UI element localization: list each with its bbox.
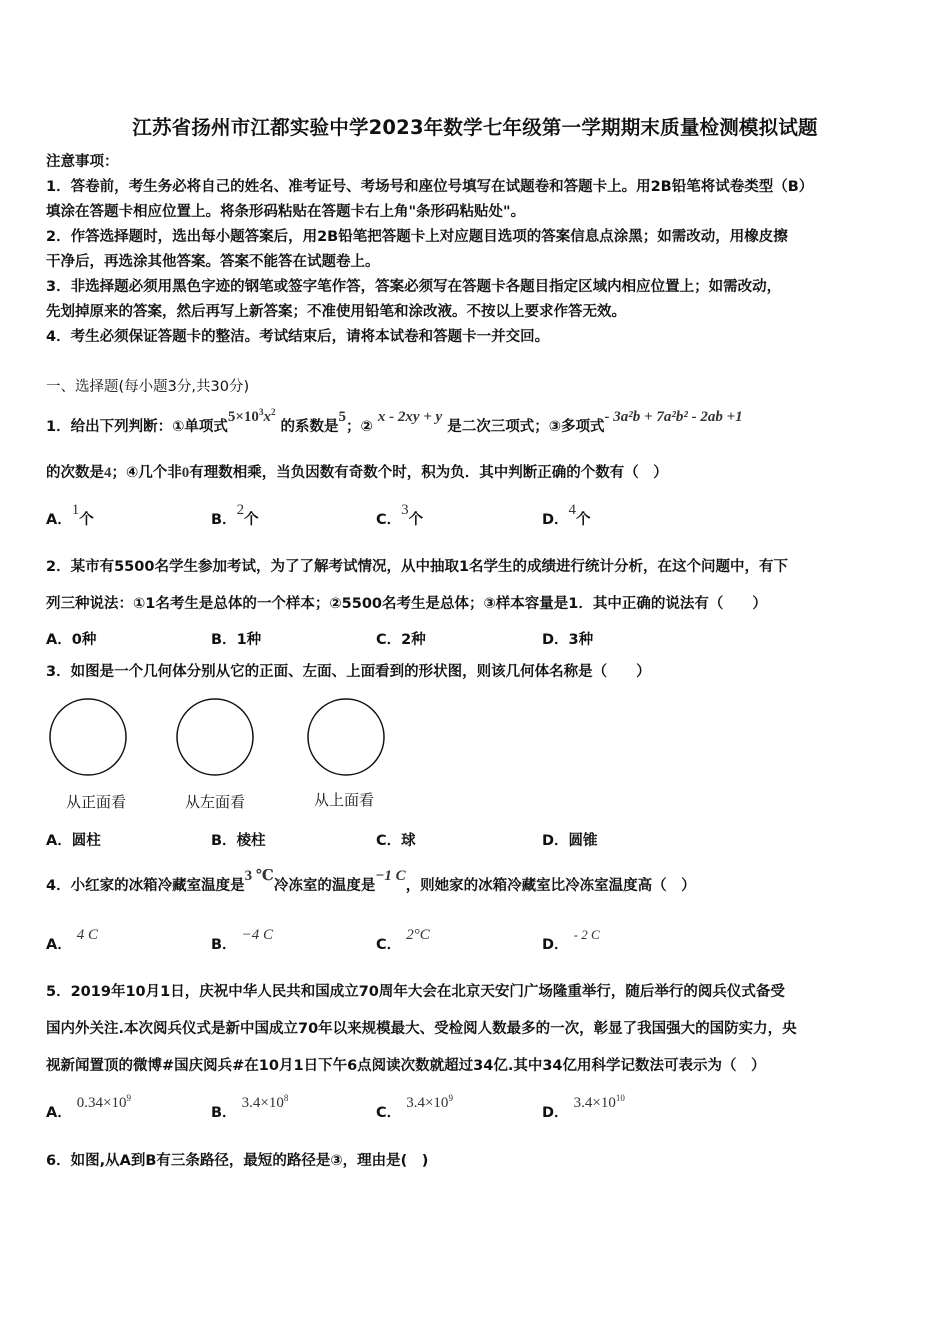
option-label: A． [46, 937, 72, 953]
q1-monomial-var-exp: 2 [270, 407, 276, 417]
q4-freezer-temp: −1 C [375, 868, 406, 884]
q5-option-b[interactable] [211, 1093, 289, 1122]
q1-math: 4 [104, 465, 112, 481]
option-label: C． [376, 937, 402, 953]
option-label: B． [211, 1105, 237, 1121]
option-value: 4 [568, 502, 577, 518]
option-label: C． [376, 1105, 402, 1121]
option-label: B． [211, 632, 237, 648]
question-5-line-1: 5．2019年10月1日，庆祝中华人民共和国成立70周年大会在北京天安门广场隆重举行，随后举行的阅兵仪式备受 [46, 984, 785, 1000]
question-4-line-1 [46, 868, 696, 896]
notice-line: 4．考生必须保证答题卡的整洁。考试结束后，请将本试卷和答题卡一并交回。 [46, 329, 550, 345]
left-view-circle [177, 699, 253, 775]
option-label: B． [211, 937, 237, 953]
top-view-circle [308, 699, 384, 775]
q5-option-c[interactable] [376, 1093, 453, 1122]
option-unit: 个 [408, 512, 424, 528]
section-heading: 一、选择题(每小题3分,共30分) [46, 379, 250, 395]
option-unit: 个 [79, 512, 94, 528]
question-5-line-2: 国内外关注.本次阅兵仪式是新中国成立70年以来规模最大、受检阅人数最多的一次，彰显了我国强大的国防实力，央 [46, 1021, 797, 1037]
option-label: D． [542, 1105, 569, 1121]
option-label: C． [376, 632, 402, 648]
option-value: 棱柱 [236, 833, 266, 849]
option-exp: 9 [448, 1093, 453, 1103]
option-value: 2°C [406, 927, 430, 943]
option-label: D． [542, 632, 569, 648]
q1-polynomial: - 3a²b + 7a²b² - 2ab +1 [604, 409, 743, 425]
q1-option-d[interactable] [542, 502, 591, 529]
option-label: D． [542, 833, 569, 849]
top-view-label: 从上面看 [314, 791, 375, 809]
q2-option-d[interactable] [542, 628, 593, 649]
q1-option-b[interactable] [211, 502, 259, 529]
notice-line: 2．作答选择题时，选出每小题答案后，用2B铅笔把答题卡上对应题目选项的答案信息点涂黑；如需改动，用橡皮擦 [46, 229, 788, 245]
option-label: C． [376, 833, 402, 849]
q1-monomial-exp: 3 [258, 407, 264, 417]
front-view-circle [50, 699, 126, 775]
q4-option-b[interactable] [211, 927, 274, 954]
option-label: D． [542, 937, 569, 953]
q1-option-a[interactable] [46, 502, 94, 529]
option-unit: 个 [244, 512, 259, 528]
option-label: A． [46, 833, 72, 849]
option-value: 3 [401, 502, 409, 518]
q3-option-d[interactable] [542, 829, 598, 850]
option-value [406, 1095, 453, 1111]
question-2-line-2: 列三种说法：①1名考生是总体的一个样本；②5500名考生是总体；③样本容量是1．其中正确的说法有（ ） [46, 596, 767, 612]
option-value [242, 1095, 289, 1111]
option-value: 1种 [236, 632, 262, 648]
option-value: - 2 C [573, 927, 600, 942]
question-5-line-3: 视新闻置顶的微博#国庆阅兵#在10月1日下午6点阅读次数就超过34亿.其中34亿用科学记数法可表示为（ ） [46, 1058, 766, 1074]
front-view-label: 从正面看 [66, 793, 127, 811]
question-1-line-1 [46, 407, 743, 437]
option-label: D． [542, 512, 569, 528]
q3-option-a[interactable] [46, 829, 101, 850]
q1-math: x - 2xy + y [377, 409, 443, 425]
question-3-line-1: 3．如图是一个几何体分别从它的正面、左面、上面看到的形状图，则该几何体名称是（ ） [46, 664, 651, 680]
option-label: A． [46, 632, 72, 648]
option-exp: 8 [283, 1093, 289, 1103]
q3-three-view-figure [46, 694, 396, 784]
q4-text: 冷冻室的温度是 [273, 878, 376, 894]
q3-option-b[interactable] [211, 829, 266, 850]
q4-option-a[interactable] [46, 927, 99, 954]
option-label: C． [376, 512, 402, 528]
option-base: 3.4×10 [241, 1095, 284, 1111]
option-value: 0种 [71, 632, 97, 648]
q1-text: ；② [346, 419, 373, 435]
option-unit: 个 [576, 512, 591, 528]
option-value: 圆锥 [568, 833, 598, 849]
q1-monomial-var: x [263, 409, 271, 425]
q2-option-b[interactable] [211, 628, 261, 649]
left-view-label: 从左面看 [185, 793, 246, 811]
notice-line: 1．答卷前，考生务必将自己的姓名、准考证号、考场号和座位号填写在试题卷和答题卡上。用2B铅笔将试卷类型（B） [46, 179, 814, 195]
q1-text: ；④几个非 [111, 465, 182, 481]
q1-math: 5 [338, 409, 346, 425]
q1-text: 是二次三项式；③多项式 [447, 419, 605, 435]
q1-monomial-base: 5×10 [227, 409, 259, 425]
question-1-line-2 [46, 463, 668, 483]
q2-option-a[interactable] [46, 628, 96, 649]
option-value [574, 1095, 625, 1111]
q5-option-a[interactable] [46, 1093, 132, 1122]
q1-text: 的次数是 [46, 465, 104, 481]
q4-text: ，则她家的冰箱冷藏室比冷冻室温度高（ ） [405, 878, 696, 894]
question-2-line-1: 2．某市有5500名学生参加考试，为了了解考试情况，从中抽取1名学生的成绩进行统计分析，在这个问题中，有下 [46, 559, 789, 575]
option-value: 3种 [568, 632, 594, 648]
q5-option-d[interactable] [542, 1093, 625, 1122]
option-value: 圆柱 [71, 833, 101, 849]
question-6-line-1: 6．如图,从A到B有三条路径，最短的路径是③，理由是( ) [46, 1153, 429, 1169]
option-value: 1 [71, 502, 80, 518]
option-label: A． [46, 512, 72, 528]
notice-line: 填涂在答题卡相应位置上。将条形码粘贴在答题卡右上角"条形码粘贴处"。 [46, 204, 526, 220]
q4-fridge-temp: 3 ℃ [244, 868, 274, 884]
q4-text: 4．小红家的冰箱冷藏室温度是 [46, 878, 245, 894]
option-value: 球 [401, 833, 416, 849]
q4-option-c[interactable] [376, 927, 430, 954]
option-base: 0.34×10 [76, 1095, 127, 1111]
option-label: B． [211, 833, 237, 849]
notice-line: 干净后，再选涂其他答案。答案不能答在试题卷上。 [46, 254, 380, 270]
notice-line: 3．非选择题必须用黑色字迹的钢笔或签字笔作答，答案必须写在答题卡各题目指定区域内相应位置上；如需改动， [46, 279, 782, 295]
q2-option-c[interactable] [376, 628, 426, 649]
option-exp: 9 [126, 1093, 132, 1103]
option-value: −4 C [241, 927, 274, 943]
q3-option-c[interactable] [376, 829, 416, 850]
option-value: 2种 [401, 632, 426, 648]
notice-heading: 注意事项： [46, 154, 119, 170]
option-label: B． [211, 512, 237, 528]
q1-text: 1．给出下列判断：①单项式 [46, 419, 228, 435]
option-value: 2 [236, 502, 245, 518]
q1-monomial [228, 409, 276, 425]
page-title: 江苏省扬州市江都实验中学2023年数学七年级第一学期期末质量检测模拟试题 [132, 116, 818, 139]
notice-line: 先划掉原来的答案，然后再写上新答案；不准使用铅笔和涂改液。不按以上要求作答无效。 [46, 304, 626, 320]
q1-text: 有理数相乘，当负因数有奇数个时，积为负．其中判断正确的个数有（ ） [189, 465, 668, 481]
q1-option-c[interactable] [376, 502, 424, 529]
q4-option-d[interactable] [542, 927, 600, 954]
q1-text: 的系数是 [280, 419, 339, 435]
option-base: 3.4×10 [406, 1095, 449, 1111]
option-base: 3.4×10 [573, 1095, 616, 1111]
option-value [77, 1095, 131, 1111]
option-exp: 10 [615, 1093, 625, 1103]
option-label: A． [46, 1105, 72, 1121]
q1-math: 0 [181, 465, 190, 481]
option-value: 4 C [76, 927, 99, 943]
